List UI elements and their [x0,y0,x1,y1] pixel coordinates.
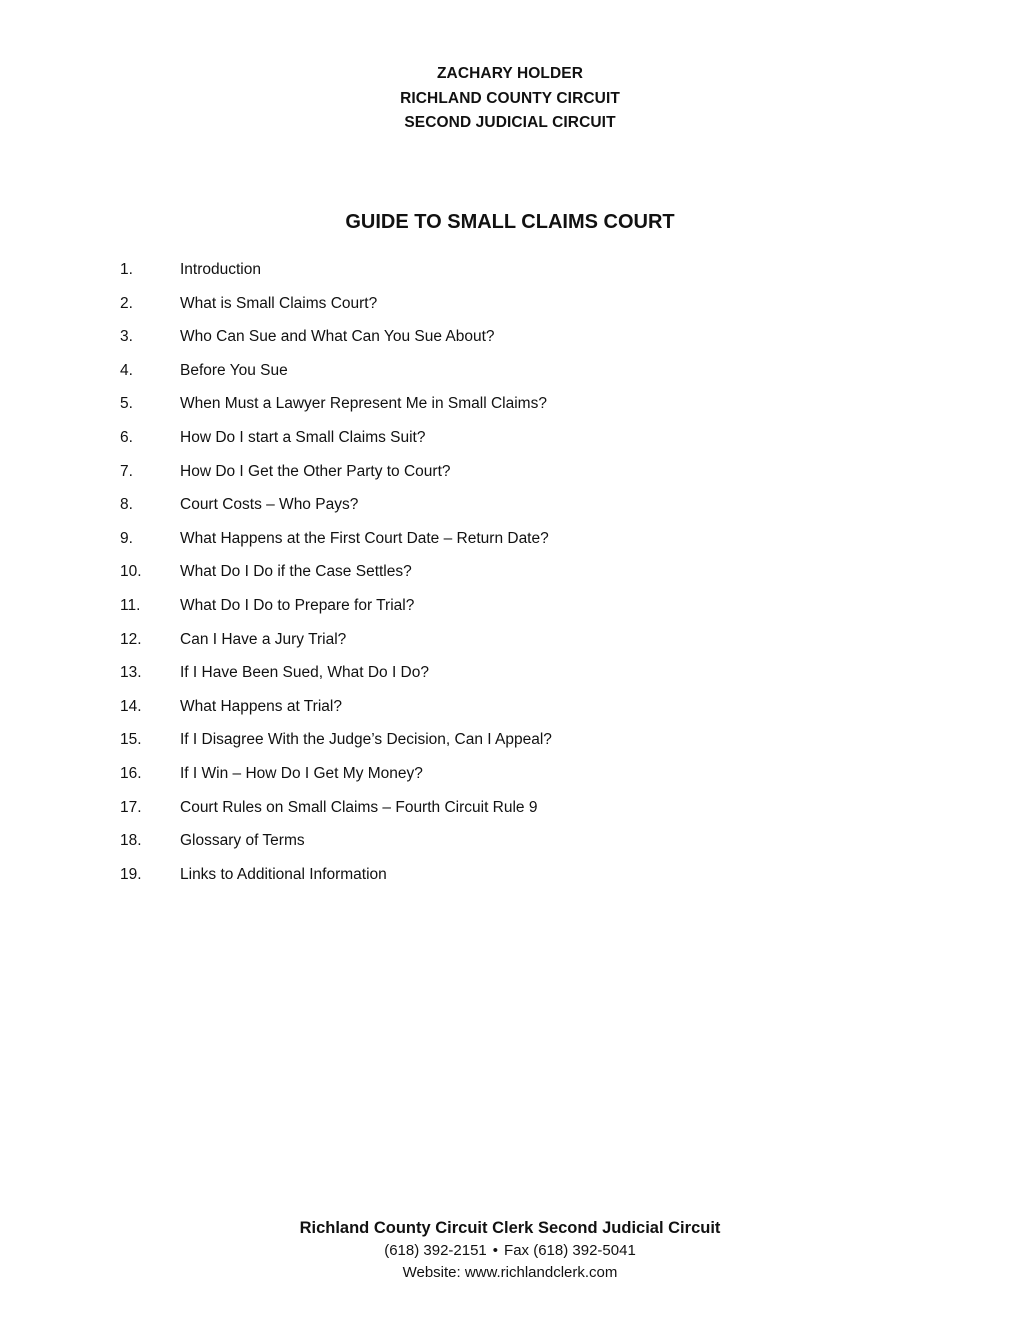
toc-item-label: Links to Additional Information [180,865,387,883]
toc-item-number: 8. [120,496,133,514]
toc-item [120,526,900,560]
header-circuit: SECOND JUDICIAL CIRCUIT [404,114,616,131]
toc-item-number: 4. [120,361,133,379]
toc-item-number: 16. [120,764,142,782]
toc-item-label: Glossary of Terms [180,832,305,850]
toc-item-number: 10. [120,563,142,581]
toc-item [120,291,900,325]
toc-item [120,627,900,661]
toc-item-number: 11. [120,596,141,614]
toc-item-label: Who Can Sue and What Can You Sue About? [180,328,495,346]
toc-item-number: 19. [120,865,142,883]
toc-item-label: Court Costs – Who Pays? [180,496,359,514]
footer-contact-line [0,1240,1020,1262]
footer-phone: (618) 392-2151 [384,1242,487,1259]
toc-item-label: What Happens at the First Court Date – Return Date? [180,529,549,547]
toc-item-label: Introduction [180,261,261,278]
toc-item [120,660,900,694]
toc-item-number: 3. [120,328,133,346]
toc-item-label: What Do I Do to Prepare for Trial? [180,596,415,614]
toc-item-label: How Do I start a Small Claims Suit? [180,428,426,446]
toc-item-number: 6. [120,428,133,446]
toc-item [120,559,900,593]
toc-item-number: 15. [120,731,142,749]
footer-separator: • [492,1242,499,1259]
toc-item [120,358,900,392]
document-footer [0,1216,1020,1284]
toc-item [120,324,900,358]
toc-item-number: 13. [120,664,142,682]
toc-item [120,593,900,627]
toc-item [120,828,900,862]
toc-item-number: 17. [120,798,142,816]
toc-item-number: 2. [120,294,133,312]
toc-item-label: What is Small Claims Court? [180,294,378,312]
toc-item-number: 18. [120,832,142,850]
page-title: GUIDE TO SMALL CLAIMS COURT [345,211,675,233]
toc-item-label: How Do I Get the Other Party to Court? [180,462,451,480]
footer-website: Website: www.richlandclerk.com [402,1264,618,1281]
toc-item [120,862,900,896]
toc-item-number: 14. [120,697,142,715]
toc-item [120,761,900,795]
toc-item-label: If I Have Been Sued, What Do I Do? [180,664,429,682]
toc-item-label: If I Disagree With the Judge’s Decision, Can I Appeal? [180,731,552,749]
toc-item-number: 5. [120,395,133,413]
toc-item-number: 12. [120,630,142,648]
toc-item-number: 7. [120,462,133,480]
toc-item [120,425,900,459]
toc-item [120,391,900,425]
toc-item-number: 9. [120,529,133,547]
toc-item-number: 1. [120,261,133,278]
table-of-contents [120,257,900,895]
toc-item-label: What Happens at Trial? [180,697,342,715]
toc-item-label: Court Rules on Small Claims – Fourth Circuit Rule 9 [180,798,538,816]
toc-item [120,694,900,728]
toc-item [120,459,900,493]
toc-item [120,257,900,291]
footer-organization: Richland County Circuit Clerk Second Judicial Circuit [299,1219,721,1237]
toc-item-label: If I Win – How Do I Get My Money? [180,764,423,782]
toc-item [120,492,900,526]
toc-item-label: Before You Sue [180,361,288,379]
header-county: RICHLAND COUNTY CIRCUIT [400,89,620,107]
toc-item-label: Can I Have a Jury Trial? [180,630,347,648]
document-header [0,62,1020,136]
toc-item-label: When Must a Lawyer Represent Me in Small Claims? [180,395,547,413]
toc-item [120,795,900,829]
toc-item [120,727,900,761]
header-clerk-name: ZACHARY HOLDER [436,65,584,82]
toc-item-label: What Do I Do if the Case Settles? [180,563,412,581]
footer-fax: Fax (618) 392-5041 [504,1242,636,1259]
